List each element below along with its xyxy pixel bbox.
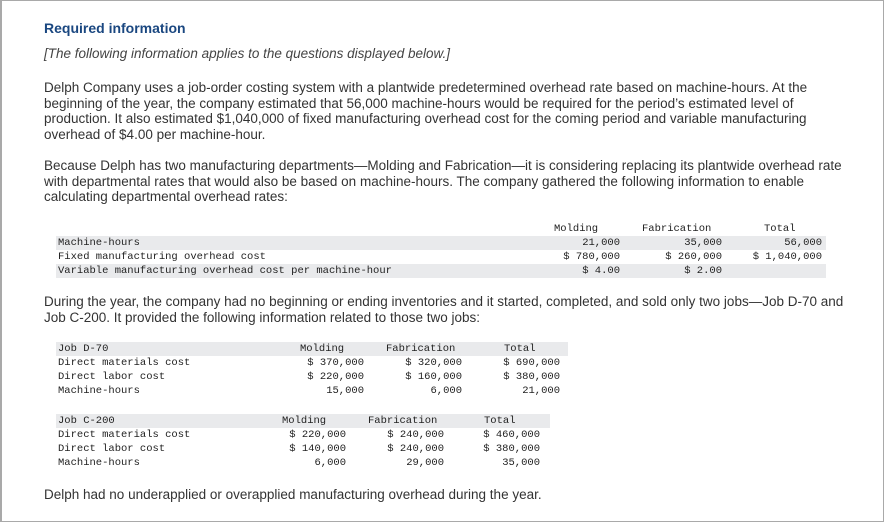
row-label: Machine-hours (58, 385, 140, 397)
column-header-molding: Molding (554, 223, 599, 235)
job-c200-table (56, 414, 550, 472)
fabrication-value: 35,000 (684, 237, 722, 249)
departments-paragraph: Because Delph has two manufacturing departments—Molding and Fabrication—it is considering replacing its plantwide overhead rate with departmental rates that would also be based on machine-hours. The company gathered the following information to enable calculating departmental overhead rates: (44, 158, 842, 204)
fabrication-value: $ 320,000 (405, 357, 462, 369)
row-label: Direct materials cost (58, 357, 191, 369)
row-label: Machine-hours (58, 457, 140, 469)
row-label: Direct labor cost (58, 443, 166, 455)
molding-value: $ 4.00 (582, 265, 620, 277)
fabrication-value: $ 240,000 (387, 443, 444, 455)
job-title: Job C-200 (58, 415, 115, 427)
required-information-heading: Required information (44, 20, 186, 36)
molding-value: 15,000 (326, 385, 364, 397)
table-row (56, 370, 568, 384)
column-header-total: Total (764, 223, 796, 235)
molding-value: $ 370,000 (307, 357, 364, 369)
total-value: $ 380,000 (503, 371, 560, 383)
table-row (56, 456, 550, 470)
fabrication-value: $ 160,000 (405, 371, 462, 383)
molding-value: 21,000 (582, 237, 620, 249)
fabrication-value: 29,000 (406, 457, 444, 469)
molding-value: $ 220,000 (307, 371, 364, 383)
table-row (56, 442, 550, 456)
jobs-paragraph: During the year, the company had no beginning or ending inventories and it started, completed, and sold only two jobs—Job D-70 and Job C-200. It provided the following information related to those two jobs: (44, 294, 844, 325)
closing-paragraph: Delph had no underapplied or overapplied manufacturing overhead during the year. (44, 487, 542, 502)
column-header-fabrication: Fabrication (368, 415, 438, 427)
job-title: Job D-70 (58, 343, 109, 355)
molding-value: 6,000 (314, 457, 346, 469)
column-header-total: Total (504, 343, 536, 355)
total-value: $ 690,000 (503, 357, 560, 369)
total-value: $ 1,040,000 (752, 251, 822, 263)
table-row (56, 236, 826, 250)
total-value: 56,000 (784, 237, 822, 249)
row-label: Fixed manufacturing overhead cost (58, 251, 266, 263)
table-header-row (56, 342, 568, 356)
column-header-total: Total (484, 415, 516, 427)
total-value: $ 460,000 (483, 429, 540, 441)
table-header-row (56, 414, 550, 428)
table-row (56, 356, 568, 370)
fabrication-value: $ 2.00 (684, 265, 722, 277)
fabrication-value: $ 260,000 (665, 251, 722, 263)
table-row (56, 384, 568, 398)
fabrication-value: 6,000 (430, 385, 462, 397)
departmental-overhead-table (56, 222, 826, 280)
table-header-row (56, 222, 826, 236)
column-header-fabrication: Fabrication (642, 223, 712, 235)
table-row (56, 264, 826, 278)
table-row (56, 428, 550, 442)
fabrication-value: $ 240,000 (387, 429, 444, 441)
column-header-molding: Molding (282, 415, 327, 427)
total-value: $ 380,000 (483, 443, 540, 455)
row-label: Variable manufacturing overhead cost per machine-hour (58, 265, 392, 277)
row-label: Direct materials cost (58, 429, 191, 441)
molding-value: $ 140,000 (289, 443, 346, 455)
row-label: Direct labor cost (58, 371, 166, 383)
molding-value: $ 780,000 (563, 251, 620, 263)
molding-value: $ 220,000 (289, 429, 346, 441)
column-header-fabrication: Fabrication (386, 343, 456, 355)
total-value: 21,000 (522, 385, 560, 397)
column-header-molding: Molding (300, 343, 345, 355)
table-row (56, 250, 826, 264)
instructions-note: [The following information applies to the questions displayed below.] (44, 46, 450, 61)
intro-paragraph: Delph Company uses a job-order costing system with a plantwide predetermined overhead rate based on machine-hours. At the beginning of the year, the company estimated that 56,000 machine-hours would be required for the period’s estimated level of production. It also estimated $1,040,000 of fixed manufacturing overhead cost for the coming period and variable manufacturing overhead of $4.00 per machine-hour. (44, 80, 808, 142)
row-label: Machine-hours (58, 237, 140, 249)
total-value: 35,000 (502, 457, 540, 469)
job-d70-table (56, 342, 568, 400)
